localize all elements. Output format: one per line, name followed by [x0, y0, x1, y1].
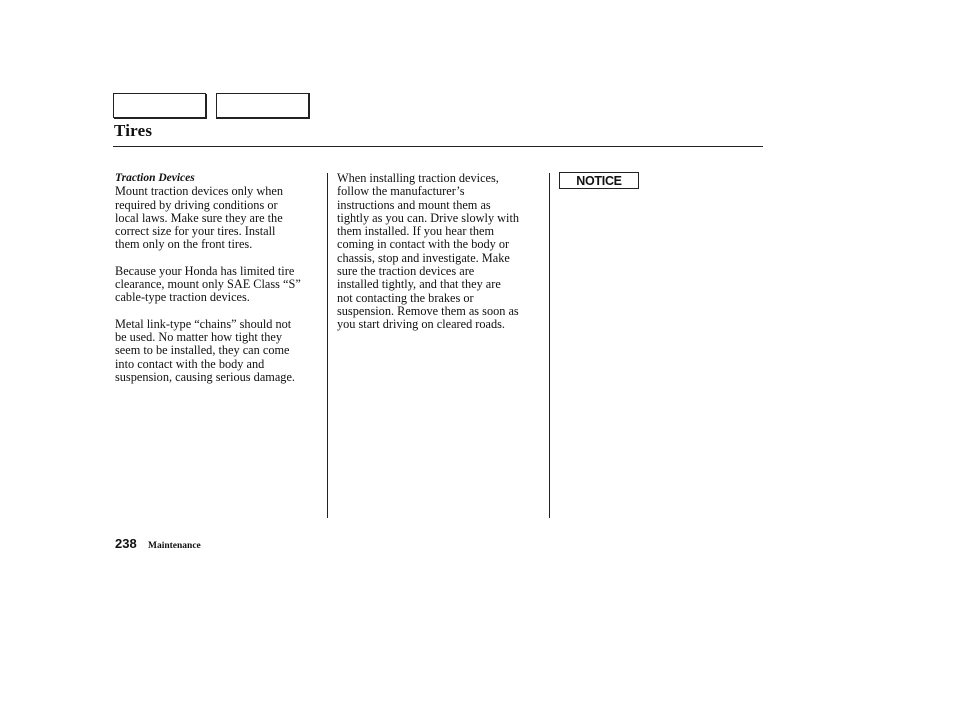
column-2: [337, 172, 543, 345]
header-rule: [113, 146, 763, 147]
paragraph: Metal link-type “chains” should not be used. No matter how tight they seem to be installed, they can come into contact with the body and suspension, causing serious damage.: [115, 316, 295, 384]
section-subheading: Traction Devices: [115, 172, 195, 184]
footer-section-name: Maintenance: [148, 541, 201, 551]
notice-badge: NOTICE: [559, 172, 639, 189]
paragraph: When installing traction devices, follow the manufacturer’s instructions and mount them as tightly as you can. Drive slowly with them installed. If you hear them coming in contact with the body or chassis, stop and investigate. Make sure the traction devices are installed tightly, and that they are not contacting the brakes or suspension. Remove them as soon as you start driving on cleared roads.: [337, 171, 520, 332]
nav-tab-box-2[interactable]: [216, 93, 310, 119]
paragraph: Mount traction devices only when required by driving conditions or local laws. Make sure they are the correct size for your tires. Install them only on the front tires.: [115, 184, 284, 252]
page-title: Tires: [114, 121, 153, 140]
column-divider-2: [549, 173, 550, 518]
page-number: 238: [115, 536, 137, 551]
column-divider-1: [327, 173, 328, 518]
nav-tab-box-1[interactable]: [113, 93, 206, 118]
paragraph: Because your Honda has limited tire clearance, mount only SAE Class “S” cable-type traction devices.: [115, 263, 301, 305]
column-1: [115, 172, 321, 397]
